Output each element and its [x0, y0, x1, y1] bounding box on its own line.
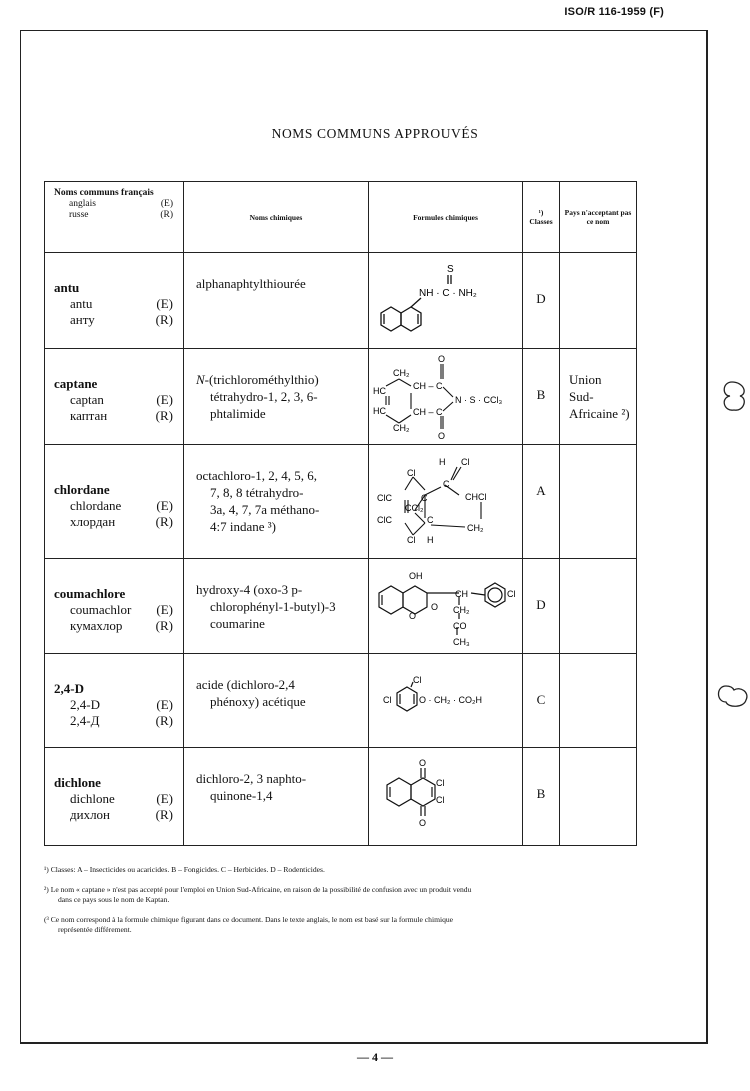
formula-label: CHCl: [465, 492, 487, 502]
common-name-cell: coumachlore coumachlor (E) кумахлор (R): [45, 559, 184, 654]
table-header-row: [45, 182, 637, 253]
common-name-cell: 2,4-D 2,4-D (E) 2,4-Д (R): [45, 654, 184, 748]
document-reference: ISO/R 116-1959 (F): [564, 6, 664, 18]
formula-label: NH · C · NH₂: [419, 288, 477, 299]
footnotes: [44, 865, 644, 945]
formula-label: HC: [373, 386, 386, 396]
formula-label: Cl: [383, 695, 392, 705]
header-common-names-title: Noms communs français: [54, 188, 154, 198]
formula-label: CH: [455, 589, 468, 599]
formula-label: CH – C: [413, 407, 443, 417]
formula-label: Cl: [407, 535, 416, 545]
formula-label: CH₂: [453, 605, 470, 615]
class-cell: C: [523, 654, 560, 748]
formula-label: N · S · CCl₃: [455, 395, 503, 405]
formula-label: O: [409, 611, 417, 621]
formula-label: CH₂: [467, 523, 484, 533]
formula-label: Cl: [461, 457, 470, 467]
table-row: [45, 748, 637, 846]
country-cell: [560, 748, 637, 846]
formula-label: C: [421, 493, 428, 503]
binder-hole-mark: [714, 680, 750, 710]
footnote-1: ¹) Classes: A – Insecticides ou acaricides. B – Fongicides. C – Herbicides. D – Rodenticides.: [44, 865, 325, 874]
formula-label: C: [443, 479, 450, 489]
formula-label: Cl: [436, 795, 445, 805]
common-names-table: [44, 181, 637, 846]
footnote-2: ²) Le nom « captane » n'est pas accepté pour l'emploi en Union Sud-Africaine, en raison de la possibilité de confusion avec un produit vendu dans ce pays sous le nom de Kaptan.: [44, 885, 472, 904]
formula-label: OH: [409, 571, 423, 581]
page-title: NOMS COMMUNS APPROUVÉS: [271, 126, 479, 141]
formula-label: CCl₂: [405, 503, 424, 513]
formula-label: Cl: [507, 589, 516, 599]
formula-captane: [369, 349, 523, 445]
common-name-cell: dichlone dichlone (E) дихлон (R): [45, 748, 184, 846]
page-number: — 4 —: [357, 1050, 393, 1064]
formula-label: O · CH₂ · CO₂H: [419, 695, 482, 705]
formula-chlordane: [369, 445, 523, 559]
country-cell: [560, 559, 637, 654]
formula-label: CO: [453, 621, 467, 631]
common-name-cell: captane captan (E) каптан (R): [45, 349, 184, 445]
formula-label: CH – C: [413, 381, 443, 391]
chemical-name-cell: acide (dichloro-2,4 phénoxy) acétique: [184, 654, 369, 748]
class-cell: A: [523, 445, 560, 559]
country-cell: [560, 654, 637, 748]
formula-label: Cl: [413, 675, 422, 685]
binder-hole-mark: [718, 378, 750, 414]
footnote-3: (³ Ce nom correspond à la formule chimique figurant dans ce document. Dans le texte anglais, le nom est basé sur la formule chimique représentée différement.: [44, 915, 454, 934]
formula-label: H: [439, 457, 446, 467]
table-row: [45, 654, 637, 748]
formula-label: ClC: [377, 493, 392, 503]
formula-dichlone: [369, 748, 523, 846]
header-common-names: Noms communs français anglais (E) russe (R): [45, 182, 184, 253]
formula-2-4-d: [369, 654, 523, 748]
formula-label: H: [427, 535, 434, 545]
common-name-cell: antu antu (E) анту (R): [45, 253, 184, 349]
formula-label: O: [431, 602, 439, 612]
header-chemical-names: Noms chimiques: [184, 182, 369, 253]
country-cell: Union Sud- Africaine ²): [560, 349, 637, 445]
class-cell: D: [523, 559, 560, 654]
chemical-name-cell: dichloro-2, 3 naphto- quinone-1,4: [184, 748, 369, 846]
common-name-cell: chlordane chlordane (E) хлордан (R): [45, 445, 184, 559]
formula-label: O: [419, 758, 427, 768]
table-row: [45, 559, 637, 654]
formula-label: Cl: [436, 778, 445, 788]
formula-antu: [369, 253, 523, 349]
formula-label: O: [438, 354, 446, 364]
formula-label: CH₃: [453, 637, 470, 647]
class-cell: B: [523, 748, 560, 846]
formula-label: CH₂: [393, 368, 410, 378]
formula-label: S: [447, 264, 454, 275]
country-cell: [560, 253, 637, 349]
formula-label: Cl: [407, 468, 416, 478]
table-row: [45, 445, 637, 559]
formula-label: O: [419, 818, 427, 828]
table-row: [45, 349, 637, 445]
country-cell: [560, 445, 637, 559]
table-row: [45, 253, 637, 349]
chemical-name-cell: octachloro-1, 2, 4, 5, 6, 7, 8, 8 tétrahydro- 3a, 4, 7, 7a méthano- 4:7 indane ³): [184, 445, 369, 559]
formula-label: O: [438, 431, 446, 441]
header-chemical-formulas: Formules chimiques: [369, 182, 523, 253]
formula-label: CH₂: [393, 423, 410, 433]
formula-label: HC: [373, 406, 386, 416]
class-cell: D: [523, 253, 560, 349]
formula-coumachlore: [369, 559, 523, 654]
chemical-name-cell: N-(trichlorométhylthio) tétrahydro-1, 2, 3, 6- phtalimide: [184, 349, 369, 445]
header-classes: ¹) Classes: [523, 182, 560, 253]
formula-label: C: [427, 515, 434, 525]
formula-label: ClC: [377, 515, 392, 525]
class-cell: B: [523, 349, 560, 445]
chemical-name-cell: hydroxy-4 (oxo-3 p- chlorophényl-1-butyl)-3 coumarine: [184, 559, 369, 654]
chemical-name-cell: alphanaphtylthiourée: [184, 253, 369, 349]
header-countries: Pays n'acceptant pas ce nom: [560, 182, 637, 253]
